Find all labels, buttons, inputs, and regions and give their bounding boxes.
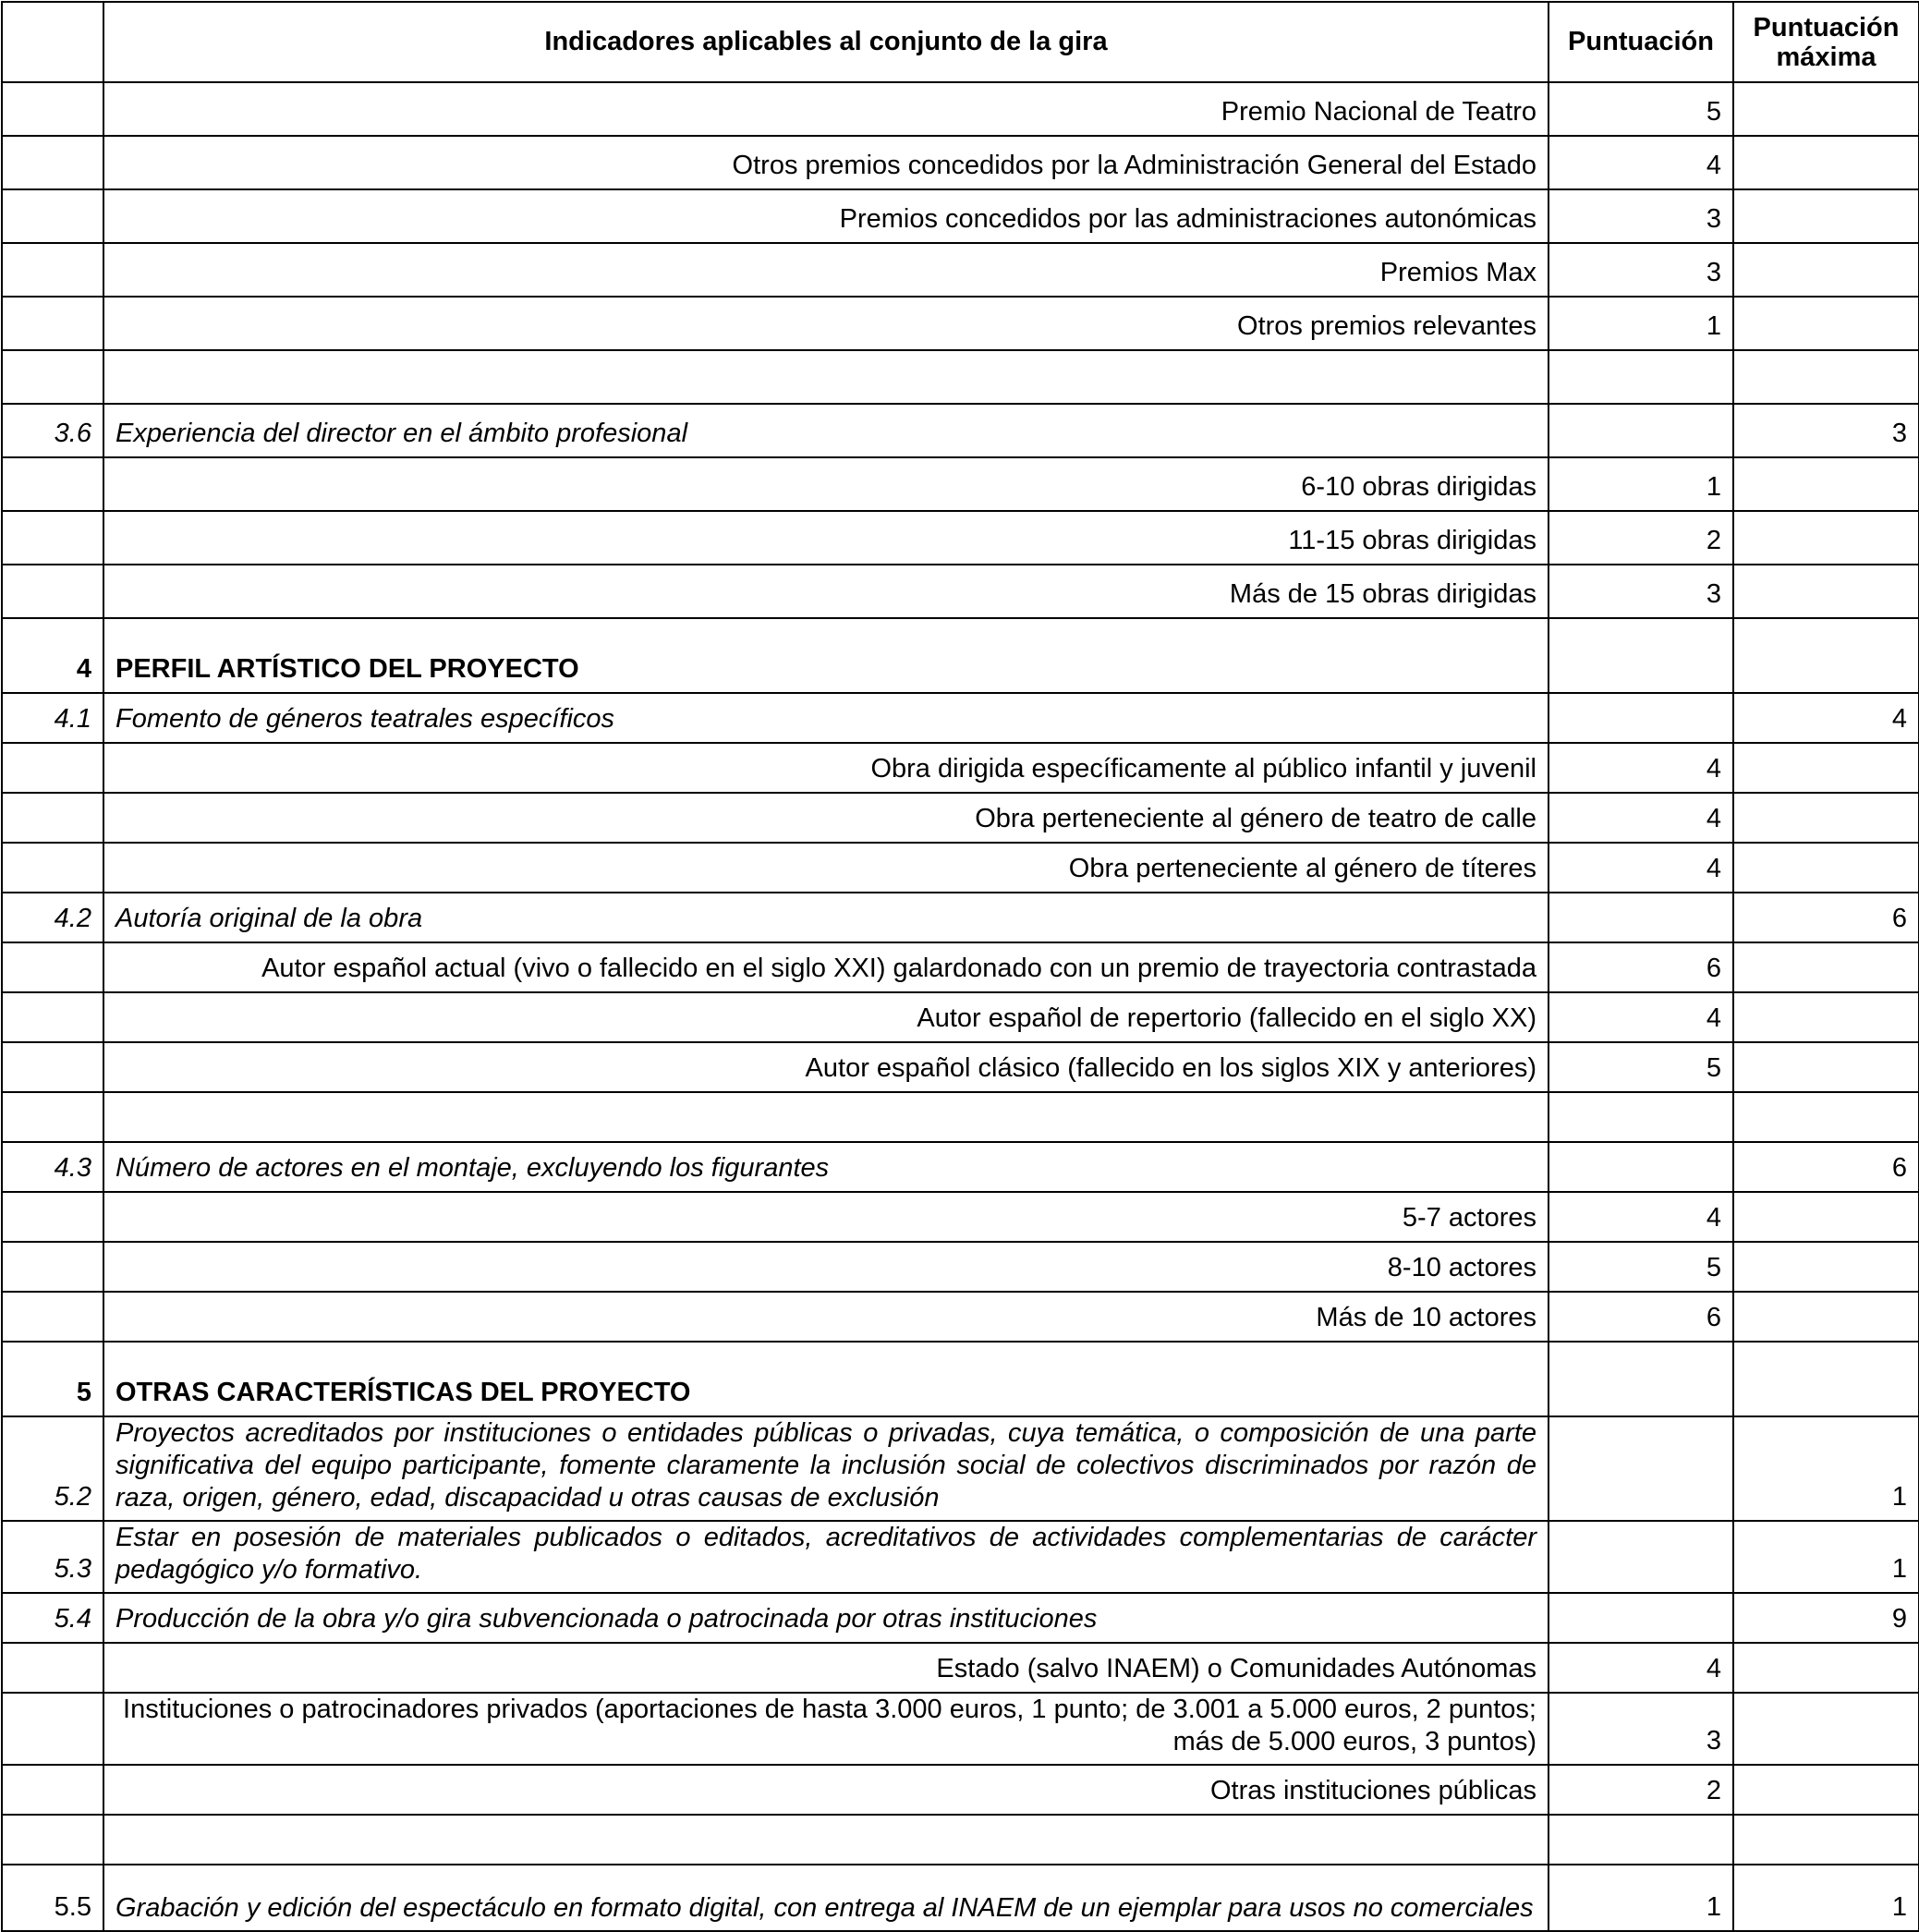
row-number: 5: [2, 1342, 103, 1416]
row-score: 3: [1549, 243, 1733, 297]
row-indicator-label: Instituciones o patrocinadores privados (aportaciones de hasta 3.000 euros, 1 punto; de 3.001 a 5.000 euros, 2 puntos; más de 5.000 euros, 3 puntos): [103, 1693, 1549, 1765]
row-number: [2, 992, 103, 1042]
row-number: [2, 1242, 103, 1292]
table-row: [2, 942, 1919, 992]
row-score: 5: [1549, 82, 1733, 136]
row-indicator-label: OTRAS CARACTERÍSTICAS DEL PROYECTO: [103, 1342, 1549, 1416]
header-row: [2, 2, 1919, 82]
scoring-table: [1, 1, 1919, 1932]
table-row: [2, 1342, 1919, 1416]
row-indicator-label: Más de 10 actores: [103, 1292, 1549, 1342]
row-indicator-label: [103, 350, 1549, 404]
row-score: [1549, 693, 1733, 743]
row-max-score: [1733, 992, 1919, 1042]
table-row: [2, 1521, 1919, 1593]
row-indicator-label: Grabación y edición del espectáculo en formato digital, con entrega al INAEM de un ejemplar para usos no comerciales: [103, 1865, 1549, 1931]
table-row: [2, 350, 1919, 404]
table-row: [2, 1765, 1919, 1815]
table-row: [2, 1815, 1919, 1865]
table-row: [2, 1593, 1919, 1643]
row-indicator-label: 6-10 obras dirigidas: [103, 457, 1549, 511]
row-number: [2, 1192, 103, 1242]
row-max-score: [1733, 350, 1919, 404]
row-max-score: 6: [1733, 893, 1919, 942]
header-indicators: Indicadores aplicables al conjunto de la gira: [103, 2, 1549, 82]
row-max-score: [1733, 136, 1919, 189]
row-max-score: [1733, 793, 1919, 843]
row-indicator-label: [103, 1815, 1549, 1865]
row-number: [2, 942, 103, 992]
header-max-score-line2: máxima: [1776, 42, 1876, 72]
row-max-score: 1: [1733, 1865, 1919, 1931]
table-row: [2, 189, 1919, 243]
table-row: [2, 843, 1919, 893]
row-score: 6: [1549, 1292, 1733, 1342]
row-indicator-label: Estado (salvo INAEM) o Comunidades Autónomas: [103, 1643, 1549, 1693]
row-indicator-label: Estar en posesión de materiales publicados o editados, acreditativos de actividades complementarias de carácter pedagógico y/o formativo.: [103, 1521, 1549, 1593]
row-indicator-label: Autoría original de la obra: [103, 893, 1549, 942]
row-max-score: [1733, 1693, 1919, 1765]
row-max-score: [1733, 565, 1919, 618]
row-indicator-label: Autor español de repertorio (fallecido en el siglo XX): [103, 992, 1549, 1042]
row-score: 3: [1549, 1693, 1733, 1765]
row-number: 5.3: [2, 1521, 103, 1593]
header-number-cell: [2, 2, 103, 82]
row-number: 4.3: [2, 1142, 103, 1192]
table-row: [2, 511, 1919, 565]
table-row: [2, 793, 1919, 843]
row-number: 4: [2, 618, 103, 693]
row-number: 4.1: [2, 693, 103, 743]
table-row: [2, 618, 1919, 693]
row-indicator-label: Otros premios concedidos por la Administración General del Estado: [103, 136, 1549, 189]
row-max-score: [1733, 1815, 1919, 1865]
row-number: [2, 843, 103, 893]
row-number: [2, 1092, 103, 1142]
table-row: [2, 82, 1919, 136]
row-number: [2, 743, 103, 793]
row-number: [2, 82, 103, 136]
row-number: [2, 136, 103, 189]
row-score: 4: [1549, 136, 1733, 189]
row-max-score: [1733, 511, 1919, 565]
row-indicator-label: Número de actores en el montaje, excluyendo los figurantes: [103, 1142, 1549, 1192]
row-score: [1549, 1416, 1733, 1521]
table-row: [2, 1042, 1919, 1092]
row-score: 2: [1549, 511, 1733, 565]
row-max-score: [1733, 1765, 1919, 1815]
row-indicator-label: Producción de la obra y/o gira subvencionada o patrocinada por otras instituciones: [103, 1593, 1549, 1643]
row-max-score: 9: [1733, 1593, 1919, 1643]
row-score: [1549, 1142, 1733, 1192]
row-max-score: [1733, 618, 1919, 693]
row-max-score: [1733, 297, 1919, 350]
row-indicator-label: Premio Nacional de Teatro: [103, 82, 1549, 136]
row-number: 4.2: [2, 893, 103, 942]
row-indicator-label: 5-7 actores: [103, 1192, 1549, 1242]
row-score: 4: [1549, 992, 1733, 1042]
row-indicator-label: Obra dirigida específicamente al público infantil y juvenil: [103, 743, 1549, 793]
row-number: [2, 565, 103, 618]
table-row: [2, 743, 1919, 793]
row-score: [1549, 1092, 1733, 1142]
row-indicator-label: Más de 15 obras dirigidas: [103, 565, 1549, 618]
row-max-score: 1: [1733, 1416, 1919, 1521]
row-number: 5.2: [2, 1416, 103, 1521]
header-max-score: [1733, 2, 1919, 82]
row-score: 3: [1549, 565, 1733, 618]
row-max-score: [1733, 843, 1919, 893]
table-row: [2, 693, 1919, 743]
table-row: [2, 565, 1919, 618]
table-row: [2, 1242, 1919, 1292]
row-score: [1549, 404, 1733, 457]
row-indicator-label: [103, 1092, 1549, 1142]
row-max-score: 1: [1733, 1521, 1919, 1593]
row-number: [2, 511, 103, 565]
row-score: 5: [1549, 1242, 1733, 1292]
row-indicator-label: Obra perteneciente al género de teatro de calle: [103, 793, 1549, 843]
header-max-score-line1: Puntuación: [1753, 12, 1900, 43]
table-row: [2, 136, 1919, 189]
table-row: [2, 992, 1919, 1042]
row-indicator-label: Otros premios relevantes: [103, 297, 1549, 350]
row-max-score: [1733, 1192, 1919, 1242]
row-score: [1549, 618, 1733, 693]
row-score: 4: [1549, 793, 1733, 843]
row-number: 5.5: [2, 1865, 103, 1931]
table-row: [2, 893, 1919, 942]
table-body: [2, 82, 1919, 1931]
row-score: 1: [1549, 457, 1733, 511]
row-score: [1549, 1342, 1733, 1416]
row-score: 1: [1549, 1865, 1733, 1931]
row-number: [2, 457, 103, 511]
row-indicator-label: Premios Max: [103, 243, 1549, 297]
row-indicator-label: Autor español actual (vivo o fallecido en el siglo XXI) galardonado con un premio de trayectoria contrastada: [103, 942, 1549, 992]
row-number: 5.4: [2, 1593, 103, 1643]
row-number: [2, 297, 103, 350]
row-score: 4: [1549, 743, 1733, 793]
row-max-score: [1733, 1042, 1919, 1092]
table-row: [2, 1092, 1919, 1142]
row-max-score: [1733, 1292, 1919, 1342]
row-score: 4: [1549, 843, 1733, 893]
row-number: [2, 1292, 103, 1342]
row-number: [2, 1765, 103, 1815]
row-max-score: [1733, 1643, 1919, 1693]
table-row: [2, 1643, 1919, 1693]
row-score: [1549, 1815, 1733, 1865]
row-max-score: [1733, 1342, 1919, 1416]
row-indicator-label: Autor español clásico (fallecido en los siglos XIX y anteriores): [103, 1042, 1549, 1092]
row-max-score: 6: [1733, 1142, 1919, 1192]
row-score: [1549, 893, 1733, 942]
table-row: [2, 1142, 1919, 1192]
row-indicator-label: Fomento de géneros teatrales específicos: [103, 693, 1549, 743]
row-max-score: [1733, 243, 1919, 297]
row-number: [2, 1815, 103, 1865]
row-max-score: [1733, 743, 1919, 793]
table-row: [2, 1865, 1919, 1931]
table-row: [2, 1192, 1919, 1242]
row-number: [2, 1693, 103, 1765]
row-max-score: [1733, 1242, 1919, 1292]
table-row: [2, 1416, 1919, 1521]
row-score: 3: [1549, 189, 1733, 243]
row-max-score: [1733, 1092, 1919, 1142]
row-number: [2, 189, 103, 243]
row-score: 6: [1549, 942, 1733, 992]
row-score: 4: [1549, 1192, 1733, 1242]
row-max-score: [1733, 942, 1919, 992]
row-score: 1: [1549, 297, 1733, 350]
row-score: 5: [1549, 1042, 1733, 1092]
row-score: 2: [1549, 1765, 1733, 1815]
row-max-score: [1733, 457, 1919, 511]
row-indicator-label: 8-10 actores: [103, 1242, 1549, 1292]
row-number: [2, 793, 103, 843]
row-indicator-label: Premios concedidos por las administraciones autonómicas: [103, 189, 1549, 243]
table-row: [2, 457, 1919, 511]
row-indicator-label: Obra perteneciente al género de títeres: [103, 843, 1549, 893]
row-indicator-label: Otras instituciones públicas: [103, 1765, 1549, 1815]
row-indicator-label: Experiencia del director en el ámbito profesional: [103, 404, 1549, 457]
table-row: [2, 297, 1919, 350]
table-row: [2, 404, 1919, 457]
row-max-score: 4: [1733, 693, 1919, 743]
row-indicator-label: 11-15 obras dirigidas: [103, 511, 1549, 565]
table-row: [2, 1693, 1919, 1765]
table-row: [2, 1292, 1919, 1342]
row-score: [1549, 350, 1733, 404]
row-score: 4: [1549, 1643, 1733, 1693]
row-indicator-label: PERFIL ARTÍSTICO DEL PROYECTO: [103, 618, 1549, 693]
row-max-score: [1733, 189, 1919, 243]
row-max-score: 3: [1733, 404, 1919, 457]
row-number: [2, 243, 103, 297]
row-score: [1549, 1521, 1733, 1593]
row-max-score: [1733, 82, 1919, 136]
row-score: [1549, 1593, 1733, 1643]
header-score: Puntuación: [1549, 2, 1733, 82]
row-number: [2, 1042, 103, 1092]
row-number: [2, 1643, 103, 1693]
row-number: 3.6: [2, 404, 103, 457]
row-indicator-label: Proyectos acreditados por instituciones o entidades públicas o privadas, cuya temática, o composición de una parte significativa del equipo participante, fomente claramente la inclusión social de colectivos discriminados por razón de raza, origen, género, edad, discapacidad u otras causas de exclusión: [103, 1416, 1549, 1521]
row-number: [2, 350, 103, 404]
table-row: [2, 243, 1919, 297]
